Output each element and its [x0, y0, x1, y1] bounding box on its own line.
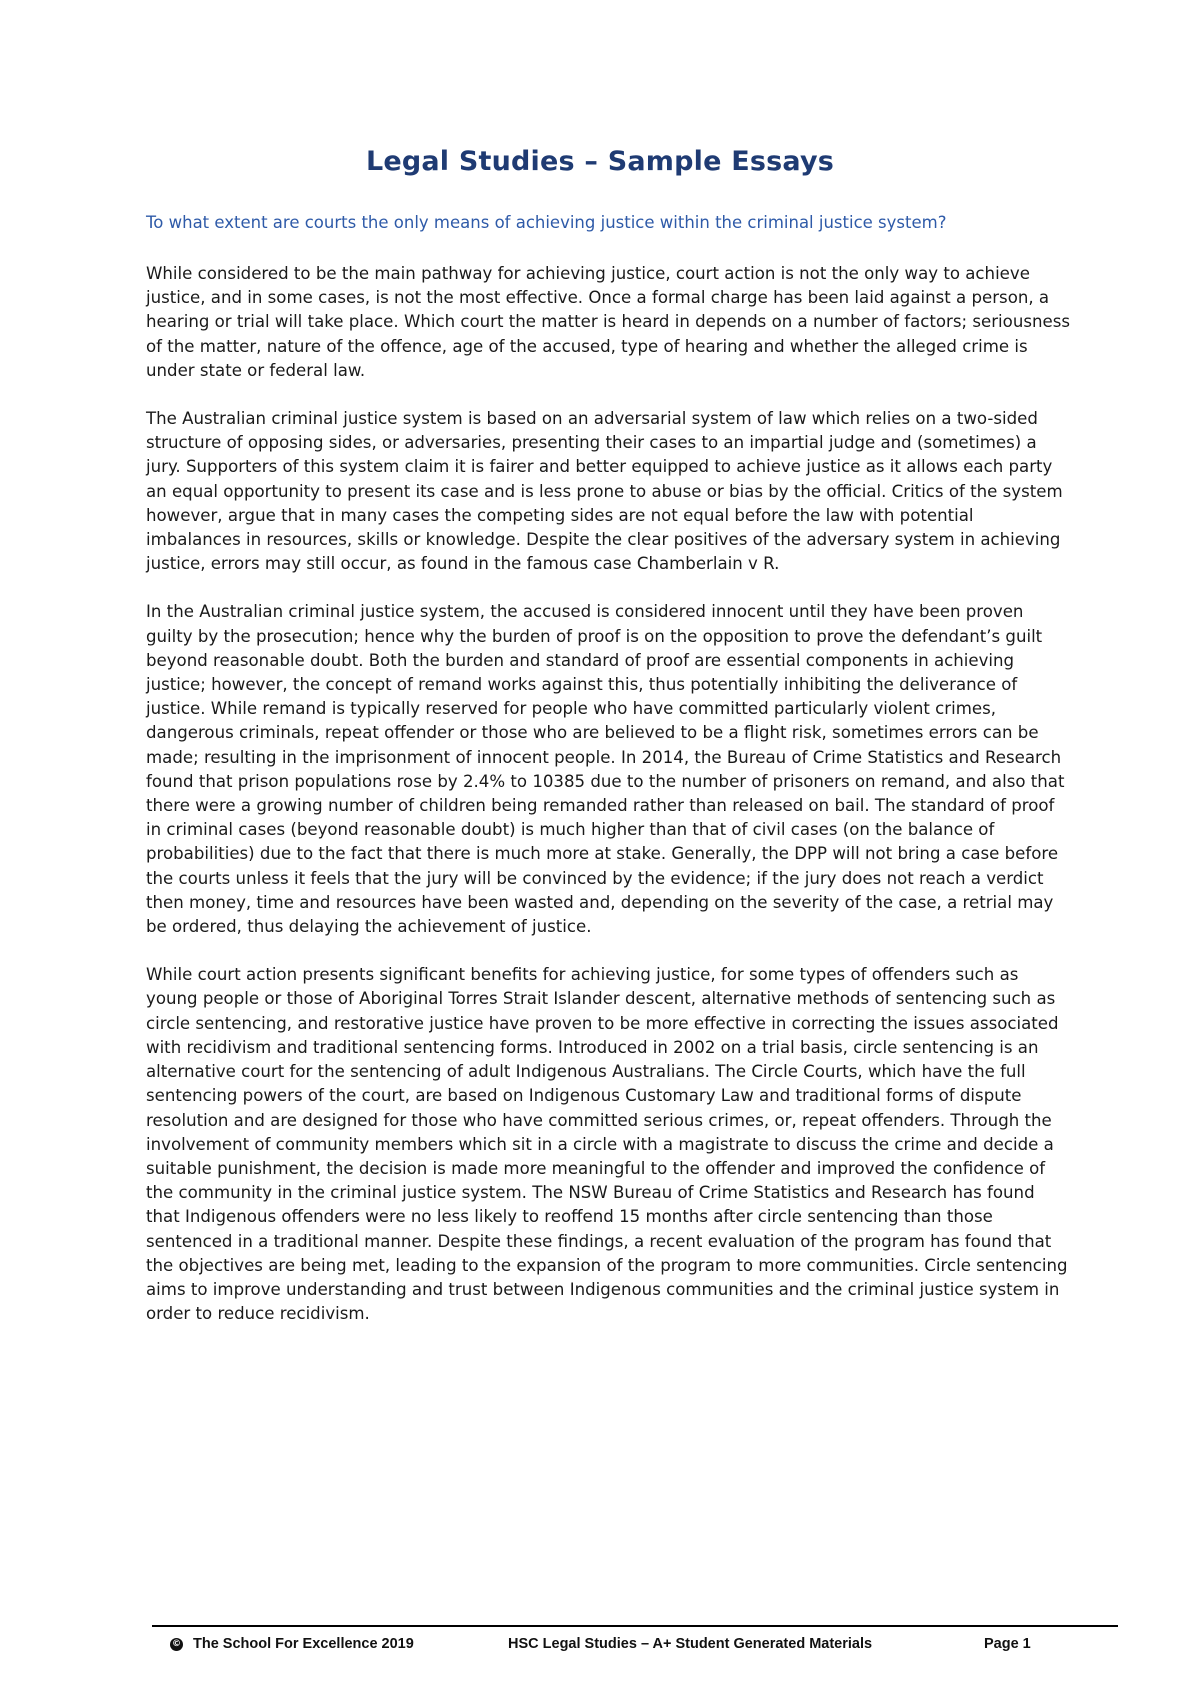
page-footer	[0, 1636, 1200, 1660]
essay-body	[146, 262, 1070, 1350]
footer-left	[170, 1636, 414, 1652]
footer-center-text: HSC Legal Studies – A+ Student Generated Materials	[508, 1636, 873, 1652]
copyright-icon: ©	[172, 1638, 181, 1649]
essay-paragraph: While considered to be the main pathway for achieving justice, court action is not the only way to achieve justice, and in some cases, is not the most effective. Once a formal charge has been laid against a person, a hearing or trial will take place. Which court the matter is heard in depends on a number of factors; seriousness of the matter, nature of the offence, age of the accused, type of hearing and whether the alleged crime is under state or federal law.	[146, 264, 1070, 380]
essay-paragraph: While court action presents significant benefits for achieving justice, for some types of offenders such as young people or those of Aboriginal Torres Strait Islander descent, alternative methods of sentencing such as circle sentencing, and restorative justice have proven to be more effective in correcting the issues associated with recidivism and traditional sentencing forms. Introduced in 2002 on a trial basis, circle sentencing is an alternative court for the sentencing of adult Indigenous Australians. The Circle Courts, which have the full sentencing powers of the court, are based on Indigenous Customary Law and traditional forms of dispute resolution and are designed for those who have committed serious crimes, or, repeat offenders. Through the involvement of community members which sit in a circle with a magistrate to discuss the crime and decide a suitable punishment, the decision is made more meaningful to the offender and improved the confidence of the community in the criminal justice system. The NSW Bureau of Crime Statistics and Research has found that Indigenous offenders were no less likely to reoffend 15 months after circle sentencing than those sentenced in a traditional manner. Despite these findings, a recent evaluation of the program has found that the objectives are being met, leading to the expansion of the program to more communities. Circle sentencing aims to improve understanding and trust between Indigenous communities and the criminal justice system in order to reduce recidivism.	[146, 965, 1068, 1324]
essay-paragraph: In the Australian criminal justice system, the accused is considered innocent until they have been proven guilty by the prosecution; hence why the burden of proof is on the opposition to prove the defendant’s guilt beyond reasonable doubt. Both the burden and standard of proof are essential components in achieving justice; however, the concept of remand works against this, thus potentially inhibiting the deliverance of justice. While remand is typically reserved for people who have committed particularly violent crimes, dangerous criminals, repeat offender or those who are believed to be a flight risk, sometimes errors can be made; resulting in the imprisonment of innocent people. In 2014, the Bureau of Crime Statistics and Research found that prison populations rose by 2.4% to 10385 due to the number of prisoners on remand, and also that there were a growing number of children being remanded rather than released on bail. The standard of proof in criminal cases (beyond reasonable doubt) is much higher than that of civil cases (on the balance of probabilities) due to the fact that there is much more at stake. Generally, the DPP will not bring a case before the courts unless it feels that the jury will be convinced by the evidence; if the jury does not reach a verdict then money, time and resources have been wasted and, depending on the severity of the case, a retrial may be ordered, thus delaying the achievement of justice.	[146, 602, 1065, 937]
footer-copyright-text: The School For Excellence 2019	[193, 1636, 414, 1652]
footer-divider	[152, 1625, 1118, 1627]
essay-paragraph: The Australian criminal justice system is based on an adversarial system of law which relies on a two-sided structure of opposing sides, or adversaries, presenting their cases to an impartial judge and (sometimes) a jury. Supporters of this system claim it is fairer and better equipped to achieve justice as it allows each party an equal opportunity to present its case and is less prone to abuse or bias by the official. Critics of the system however, argue that in many cases the competing sides are not equal before the law with potential imbalances in resources, skills or knowledge. Despite the clear positives of the adversary system in achieving justice, errors may still occur, as found in the famous case Chamberlain v R.	[146, 409, 1063, 574]
footer-page-number: Page 1	[984, 1636, 1031, 1652]
page-title: Legal Studies – Sample Essays	[365, 146, 835, 177]
essay-question: To what extent are courts the only means of achieving justice within the criminal justice system?	[146, 213, 947, 232]
